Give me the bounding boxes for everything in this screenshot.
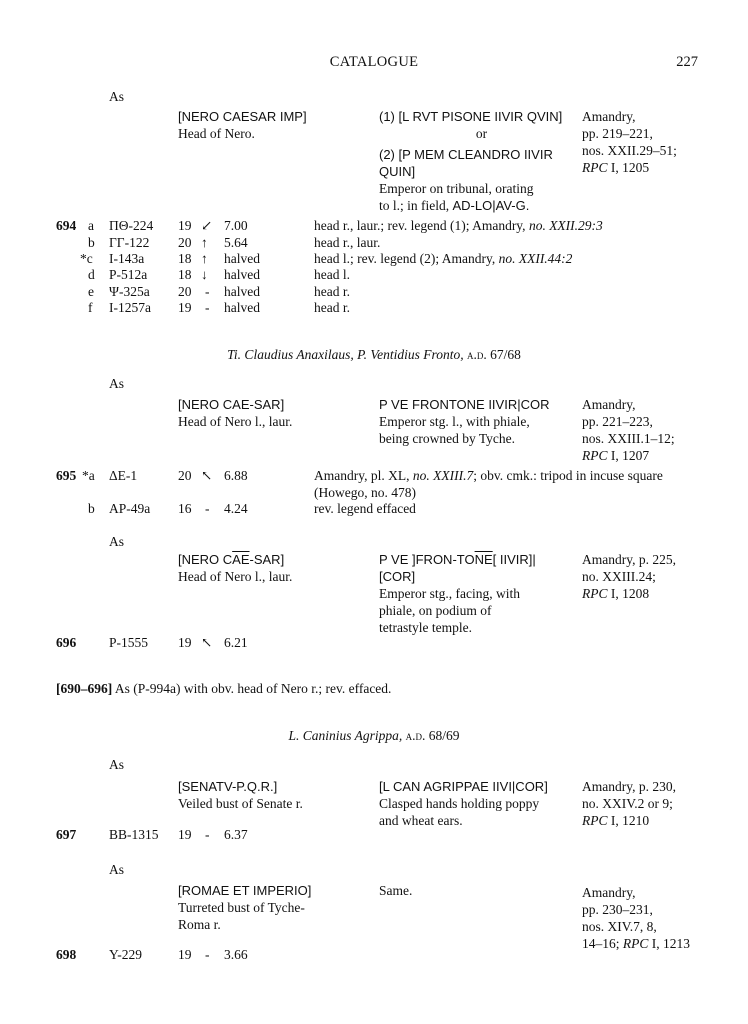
weight: 6.37 [224,827,248,842]
reference: Amandry, [582,885,636,900]
entry-letter: b [88,501,95,516]
reverse-legend: P VE FRONTONE IIVIR|COR [379,397,550,412]
diameter: 19 [178,827,192,842]
reverse-legend: [COR] [379,569,416,584]
diameter: 19 [178,635,192,650]
catalogue-number: 694 [56,218,77,233]
entry-letter: e [88,284,94,299]
reference: no. XXIV.2 or 9; [582,796,673,811]
weight: halved [224,284,260,299]
reverse-description: being crowned by Tyche. [379,431,516,446]
collection-number: ΓΓ-122 [109,235,150,250]
weight: 6.88 [224,468,248,483]
die-axis-icon: ↙ [201,218,213,233]
entry-description: head r., laur.; rev. legend (1); Amandry, no. XXII.29:3 [314,218,603,233]
obverse-legend: [NERO CAESAR IMP] [178,109,307,124]
die-axis-icon: ↖ [201,635,213,650]
reverse-legend-2a: (2) [P MEM CLEANDRO IIVIR [379,147,553,162]
obverse-legend: [NERO $C\overline{AE}-SAR$] [178,552,285,567]
magistrates-heading: Ti. Claudius Anaxilaus, P. Ventidius Fronto, a.d. 67/68 [227,347,521,362]
die-axis-icon: - [205,947,210,962]
entry-description: head r. [314,284,350,299]
entry-description: (Howego, no. 478) [314,485,416,500]
diameter: 20 [178,468,192,483]
entry-letter: b [88,235,95,250]
obverse-legend: [ROMAE ET IMPERIO] [178,883,312,898]
die-axis-icon: ↑ [201,251,208,266]
obverse-legend: [NERO CAE-SAR] [178,397,285,412]
die-axis-icon: - [205,827,210,842]
diameter: 19 [178,300,192,315]
reverse-description: tetrastyle temple. [379,620,472,635]
entry-description: head r., laur. [314,235,381,250]
reference: Amandry, [582,397,636,412]
page-number: 227 [676,54,698,70]
reference: Amandry, p. 230, [582,779,676,794]
reverse-field-legend: AD-LO|AV-G. [452,198,530,213]
reverse-description: and wheat ears. [379,813,463,828]
weight: halved [224,267,260,282]
diameter: 18 [178,267,192,282]
catalogue-number: 698 [56,947,77,962]
magistrates-heading: L. Caninius Agrippa, a.d. 68/69 [288,728,460,743]
entry-description: Amandry, pl. XL, no. XXIII.7; obv. cmk.: tripod in incuse square [314,468,663,483]
weight: halved [224,251,260,266]
reverse-description: Emperor on tribunal, orating [379,181,534,196]
catalogue-number: 695 [56,468,77,483]
note: [690–696] As (P-994a) with obv. head of Nero r.; rev. effaced. [56,681,392,696]
collection-number: BB-1315 [109,827,159,842]
entry-letter: *c [80,251,93,266]
die-axis-icon: ↑ [201,235,208,250]
reference: pp. 230–231, [582,902,653,917]
denomination-label: As [109,376,125,391]
die-axis-icon: - [205,501,210,516]
collection-number: ΠΘ-224 [109,218,154,233]
catalogue-number: 697 [56,827,77,842]
weight: 4.24 [224,501,248,516]
denomination-label: As [109,534,125,549]
reverse-legend: [L CAN AGRIPPAE IIVI|COR] [379,779,548,794]
collection-number: Υ-229 [109,947,143,962]
weight: 7.00 [224,218,248,233]
reverse-description: Clasped hands holding poppy [379,796,540,811]
denomination-label: As [109,862,125,877]
diameter: 18 [178,251,192,266]
obverse-description: Head of Nero l., laur. [178,569,293,584]
reverse-or: or [475,126,488,141]
reference: nos. XIV.7, 8, [582,919,657,934]
reverse-legend-2b: QUIN] [379,164,416,179]
entry-description: head l. [314,267,350,282]
entry-description: rev. legend effaced [314,501,416,516]
obverse-description: Veiled bust of Senate r. [178,796,303,811]
reference: Amandry, p. 225, [582,552,676,567]
obverse-description: Head of Nero. [178,126,255,141]
weight: 5.64 [224,235,248,250]
collection-number: I-143a [109,251,145,266]
obverse-description: Turreted bust of Tyche- [178,900,305,915]
reference: nos. XXII.29–51; [582,143,677,158]
reference: pp. 221–223, [582,414,653,429]
diameter: 19 [178,947,192,962]
reverse-legend: P VE ]$FRON-TO\overline{NE}$[ IIVIR]| [379,552,536,567]
collection-number: ΔE-1 [109,468,138,483]
denomination-label: As [109,757,125,772]
obverse-legend: [SENATV-P.Q.R.] [178,779,278,794]
reference: nos. XXIII.1–12; [582,431,675,446]
obverse-description: Roma r. [178,917,221,932]
reverse-description: Emperor stg. l., with phiale, [379,414,530,429]
entry-letter: a [88,218,94,233]
reference: 14–16; RPC I, 1213 [582,936,691,951]
collection-number: P-1555 [109,635,149,650]
die-axis-icon: ↖ [201,468,213,483]
reference: RPC I, 1205 [582,160,650,175]
die-axis-icon: ↓ [201,267,208,282]
reverse-description: phiale, on podium of [379,603,492,618]
entry-description: head r. [314,300,350,315]
reverse-description: to l.; in field, AD-LO|AV-G. [379,198,530,213]
reference: RPC I, 1207 [582,448,650,463]
catalogue-number: 696 [56,635,77,650]
die-axis-icon: - [205,300,210,315]
collection-number: Ψ-325a [109,284,150,299]
running-header: CATALOGUE [329,54,419,70]
weight: 6.21 [224,635,248,650]
reference: no. XXIII.24; [582,569,656,584]
reference: Amandry, [582,109,636,124]
collection-number: AP-49a [109,501,151,516]
entry-letter: f [88,300,93,315]
reference: RPC I, 1210 [582,813,650,828]
collection-number: I-1257a [109,300,151,315]
die-axis-icon: - [205,284,210,299]
entry-letter: *a [82,468,95,483]
diameter: 19 [178,218,192,233]
diameter: 20 [178,235,192,250]
entry-letter: d [88,267,95,282]
entry-description: head l.; rev. legend (2); Amandry, no. XXII.44:2 [314,251,573,266]
diameter: 16 [178,501,192,516]
weight: halved [224,300,260,315]
reverse-description: Same. [379,883,413,898]
collection-number: P-512a [109,267,148,282]
reference: RPC I, 1208 [582,586,650,601]
reverse-legend-1: (1) [L RVT PISONE IIVIR QVIN] [379,109,563,124]
reverse-description: Emperor stg., facing, with [379,586,520,601]
weight: 3.66 [224,947,248,962]
diameter: 20 [178,284,192,299]
reference: pp. 219–221, [582,126,653,141]
obverse-description: Head of Nero l., laur. [178,414,293,429]
denomination-label: As [109,89,125,104]
